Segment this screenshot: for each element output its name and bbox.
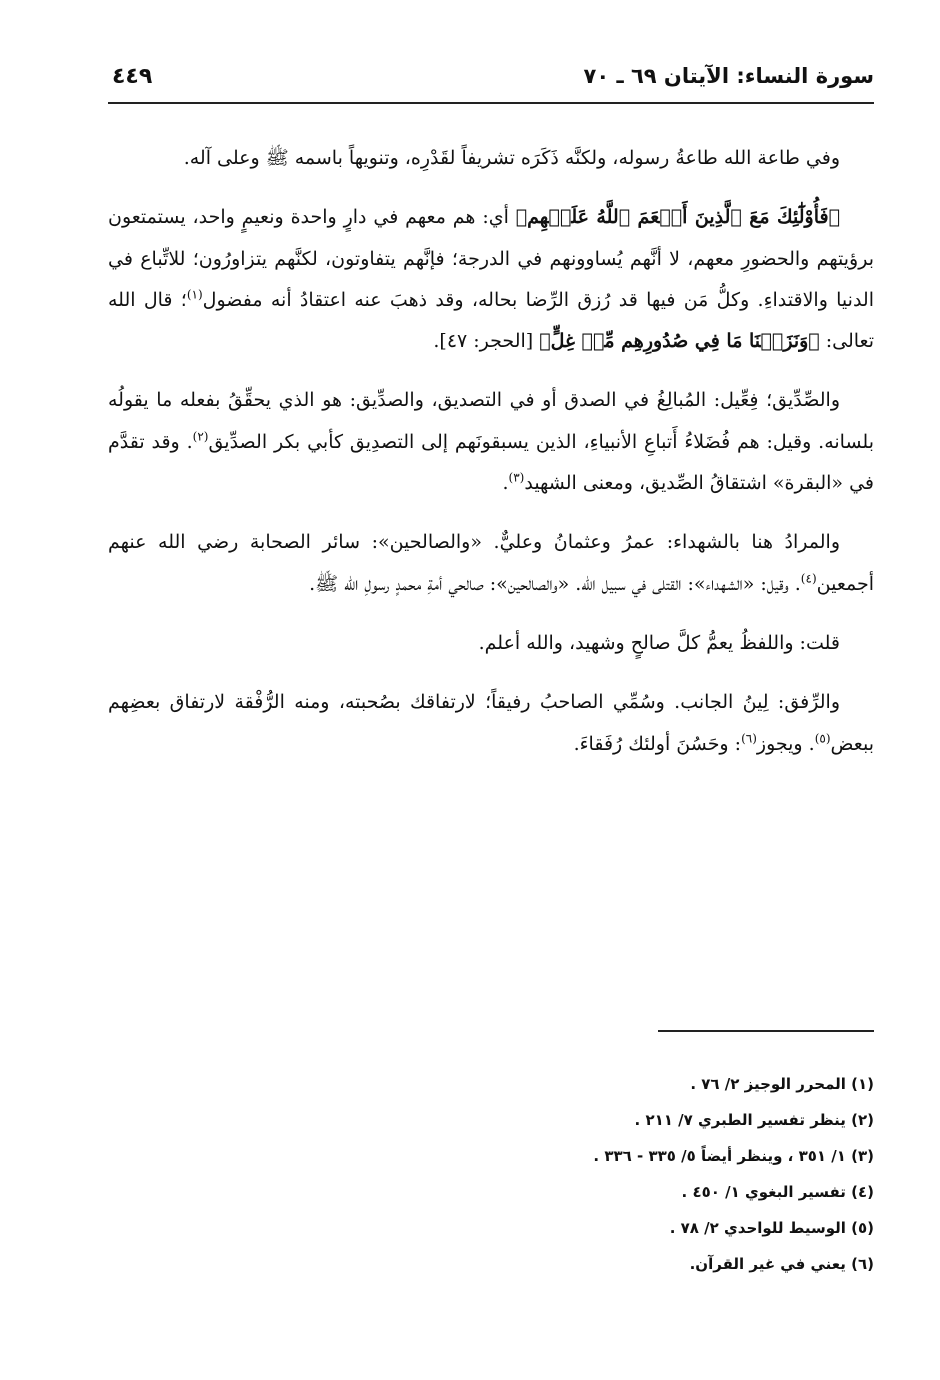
footnote-item: (٢) ينظر تفسير الطبري ٧/ ٢١١ . (634, 1111, 874, 1129)
quran-quote: ﴿فَأُوْلَٰٓئِكَ مَعَ ٱلَّذِينَ أَنۡعَمَ ٱللَّهُ عَلَيۡهِم﴾ (515, 206, 840, 229)
paragraph-1-text: وفي طاعة الله طاعةُ رسوله، ولكنَّه ذَكَرَه تشريفاً لقَدْرِه، وتنويهاً باسمه ﷺ وعلى آله. (183, 147, 840, 169)
paragraph-2 (108, 197, 874, 362)
paragraph-4-text-a: والمرادُ هنا بالشهداء: عمرُ وعثمانُ وعليٌّ. «والصالحين»: سائر الصحابة رضي الله عنهم أجمعين (108, 531, 874, 595)
paragraph-2-text-b: ؛ قال الله تعالى: (108, 288, 874, 353)
paragraph-6-text-b: . ويجوز (756, 732, 815, 755)
paragraph-5-text: قلت: واللفظُ يعمُّ كلَّ صالحٍ وشهيد، والله أعلم. (478, 631, 840, 654)
paragraph-3 (108, 380, 874, 504)
paragraph-4 (108, 522, 874, 605)
footnote-ref-4: (٤) (800, 571, 817, 586)
footnotes (108, 1066, 874, 1282)
paragraph-3-text-b: . وقد تقدَّم في «البقرة» اشتقاقُ الصِّديق، ومعنى الشهيد (108, 430, 874, 495)
paragraph-3-text-c: . (502, 472, 509, 495)
footnote-ref-6: (٦) (741, 731, 757, 746)
footnote-item: (٣) ١/ ٣٥١ ، وينظر أيضاً ٥/ ٣٣٥ - ٣٣٦ . (593, 1147, 874, 1165)
paragraph-2-text-a: أي: هم معهم في دارٍ واحدة ونعيمٍ واحد، يستمتعون برؤيتهم والحضورِ معهم، لا أنَّهم يُساوونهم في الدرجة؛ فإنَّهم يتفاوتون، لكنَّهم يتزاورُون؛ للاتِّباع في الدنيا والاقتداءِ. وكلُّ مَن فيها قد رُزق الرِّضا بحاله، وقد ذهبَ عنه اعتقادُ أنه مفضول (108, 206, 874, 311)
paragraph-1 (108, 138, 874, 179)
footnote-separator (658, 1030, 874, 1032)
page-number: ٤٤٩ (112, 64, 153, 89)
footnote-ref-3: (٣) (508, 470, 525, 485)
quran-quote-2: ﴿وَنَزَعۡنَا مَا فِي صُدُورِهِم مِّنۡ غِلٍّ﴾ (539, 330, 820, 353)
paragraph-6 (108, 682, 874, 765)
footnote-item: (٤) تفسير البغوي ١/ ٤٥٠ . (681, 1183, 874, 1201)
footnote-ref-1: (١) (186, 287, 203, 302)
paragraph-5 (108, 623, 874, 664)
paragraph-6-text-a: والرِّفق: لِينُ الجانب. وسُمِّي الصاحبُ رفيقاً؛ لارتفاقك بصُحبته، ومنه الرُّفْقة لارتفاق بعضِهم ببعض (108, 691, 874, 755)
footnote-item: (١) المحرر الوجيز ٢/ ٧٦ . (690, 1075, 874, 1093)
paragraph-2-text-c: [الحجر: ٤٧]. (433, 330, 540, 353)
footnote-ref-5: (٥) (814, 731, 831, 746)
paragraph-3-text-a: والصِّدِّيق؛ فِعِّيل: المُبالِغُ في الصدق أو في التصديق، والصدِّيق: هو الذي يحقِّقُ بفعله ما يقولُه بلسانه. وقيل: هم فُضَلاءُ أَتباعِ الأنبياءِ، الذين يسبقونَهم إلى التصدِيق كأبي بكر الصدِّيق (108, 389, 874, 453)
footnote-ref-2: (٢) (192, 429, 209, 444)
main-text (108, 138, 874, 783)
paragraph-4-text-b: . وقيل: «الشهداء»: القتلى في سبيل الله. «والصالحين»: صالحي أمةِ محمدٍ رسولِ الله ﷺ. (309, 572, 801, 595)
running-title: سورة النساء: الآيتان ٦٩ ـ ٧٠ (583, 64, 874, 88)
footnote-item: (٥) الوسيط للواحدي ٢/ ٧٨ . (669, 1219, 874, 1237)
paragraph-6-text-c: : وحَسُنَ أولئك رُفَقاءَ. (573, 732, 742, 755)
page-header (108, 62, 874, 104)
footnote-item: (٦) يعني في غير القرآن. (689, 1255, 874, 1273)
